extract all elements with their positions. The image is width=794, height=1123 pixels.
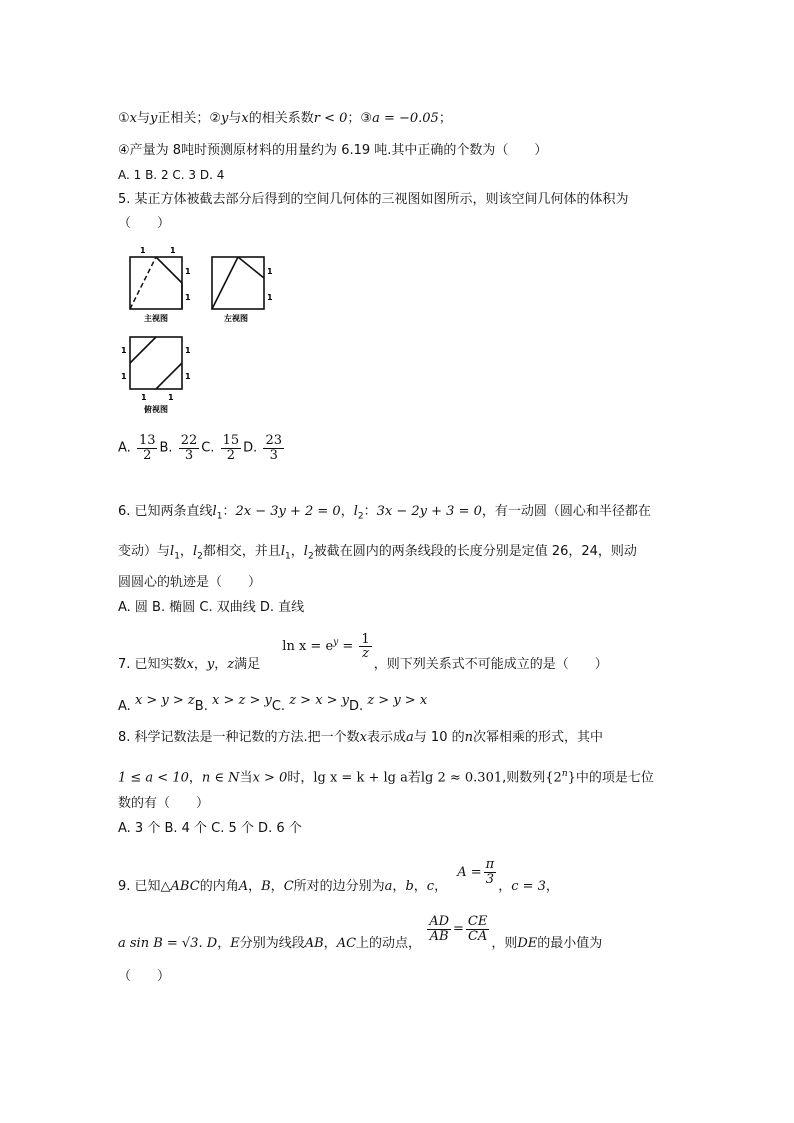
option-b-fraction: $\frac{22}{3}$	[180, 433, 198, 463]
label-one: 1	[121, 372, 127, 381]
q6-line-1: 6. 已知两条直线$l_1$：2x − 3y + 2 = 0，$l_2$：3x − 2y + 3 = 0，有一动圆（圆心和半径都在	[118, 504, 651, 522]
q7-stem: 7. 已知实数x，y，z满足 $\ln x = e^y$ = $\frac{1}{z}$ ，则下列关系式不可能成立的是（ ）	[118, 631, 608, 673]
option-d-fraction: $\frac{23}{3}$	[265, 433, 282, 463]
side-edge	[238, 257, 264, 278]
label-one: 1	[185, 267, 191, 276]
q8-line-3: 数的有（ ）	[118, 796, 210, 811]
q4-statement-4: ④产量为 8吨时预测原材料的用量约为 6.19 吨.其中正确的个数为（ ）	[118, 143, 548, 158]
q8-line-1: 8. 科学记数法是一种记数的方法.把一个数x表示成a与 10 的n次幂相乘的形式，其中	[118, 730, 603, 745]
side-square	[212, 257, 264, 309]
q7-equation: $\ln x = e^y$ = $\frac{1}{z}$	[282, 631, 370, 662]
top-edge	[156, 363, 182, 389]
q6-line-2: 变动）与$l_1$，$l_2$都相交，并且$l_1$，$l_2$被截在圆内的两条线段的长度分别是定值 26，24，则动	[118, 544, 637, 562]
front-view-label: 主视图	[144, 314, 168, 323]
top-view-label: 俯视图	[144, 405, 168, 414]
side-edge	[212, 257, 238, 309]
option-c-fraction: $\frac{15}{2}$	[222, 433, 240, 463]
top-edge	[130, 337, 156, 363]
label-one: 1	[121, 346, 127, 355]
front-edge	[156, 257, 182, 283]
label-one: 1	[185, 372, 191, 381]
front-hidden-edge	[130, 257, 156, 309]
side-view	[212, 257, 273, 323]
q5-paren: （ ）	[118, 216, 171, 231]
q7-options: A. x > y > zB. x > z > yC. z > x > yD. z > y > x	[118, 693, 428, 714]
q4-options: A. 1 B. 2 C. 3 D. 4	[118, 168, 225, 182]
label-one: 1	[168, 393, 174, 402]
q6-options: A. 圆 B. 椭圆 C. 双曲线 D. 直线	[118, 600, 305, 615]
label-one: 1	[267, 267, 273, 276]
option-a-fraction: $\frac{13}{2}$	[138, 433, 156, 463]
top-square	[130, 337, 182, 389]
label-one: 1	[267, 293, 273, 302]
q9-line-3: （ ）	[118, 969, 171, 984]
q5-options: A. $\frac{13}{2}$ B. $\frac{22}{3}$ C. $\frac{15}{2}$ D. $\frac{23}{3}$	[118, 433, 282, 463]
front-view	[130, 246, 191, 323]
front-square	[130, 257, 182, 309]
q4-statements: ①x与y正相关；②y与x的相关系数r < 0；③a = −0.05；	[118, 111, 452, 126]
label-one: 1	[141, 393, 147, 402]
q8-line-2: 1 ≤ a < 10，n ∈ N当x > 0时，lg x = k + lg a若lg 2 ≈ 0.301,则数列{2$^n$}中的项是七位	[118, 769, 654, 786]
label-one: 1	[185, 293, 191, 302]
q5-stem: 5. 某正方体被截去部分后得到的空间几何体的三视图如图所示，则该空间几何体的体积为	[118, 192, 629, 207]
three-view-diagram	[118, 240, 278, 420]
q9-line-1: 9. 已知△ABC的内角A，B，C所对的边分别为a，b，c， A = $\frac{\pi}{3}$ ，c = 3，	[118, 857, 559, 894]
label-one: 1	[140, 246, 146, 255]
q8-options: A. 3 个 B. 4 个 C. 5 个 D. 6 个	[118, 821, 302, 836]
q9-line-2: a sin B = √3. D，E分别为线段AB，AC上的动点， $\frac{AD}{AB}$ = $\frac{CE}{CA}$ ，则DE的最小值为	[118, 914, 603, 951]
top-view	[121, 337, 191, 414]
label-one: 1	[185, 346, 191, 355]
side-view-label: 左视图	[224, 314, 248, 323]
label-one: 1	[170, 246, 176, 255]
q6-line-3: 圆圆心的轨迹是（ ）	[118, 575, 262, 590]
